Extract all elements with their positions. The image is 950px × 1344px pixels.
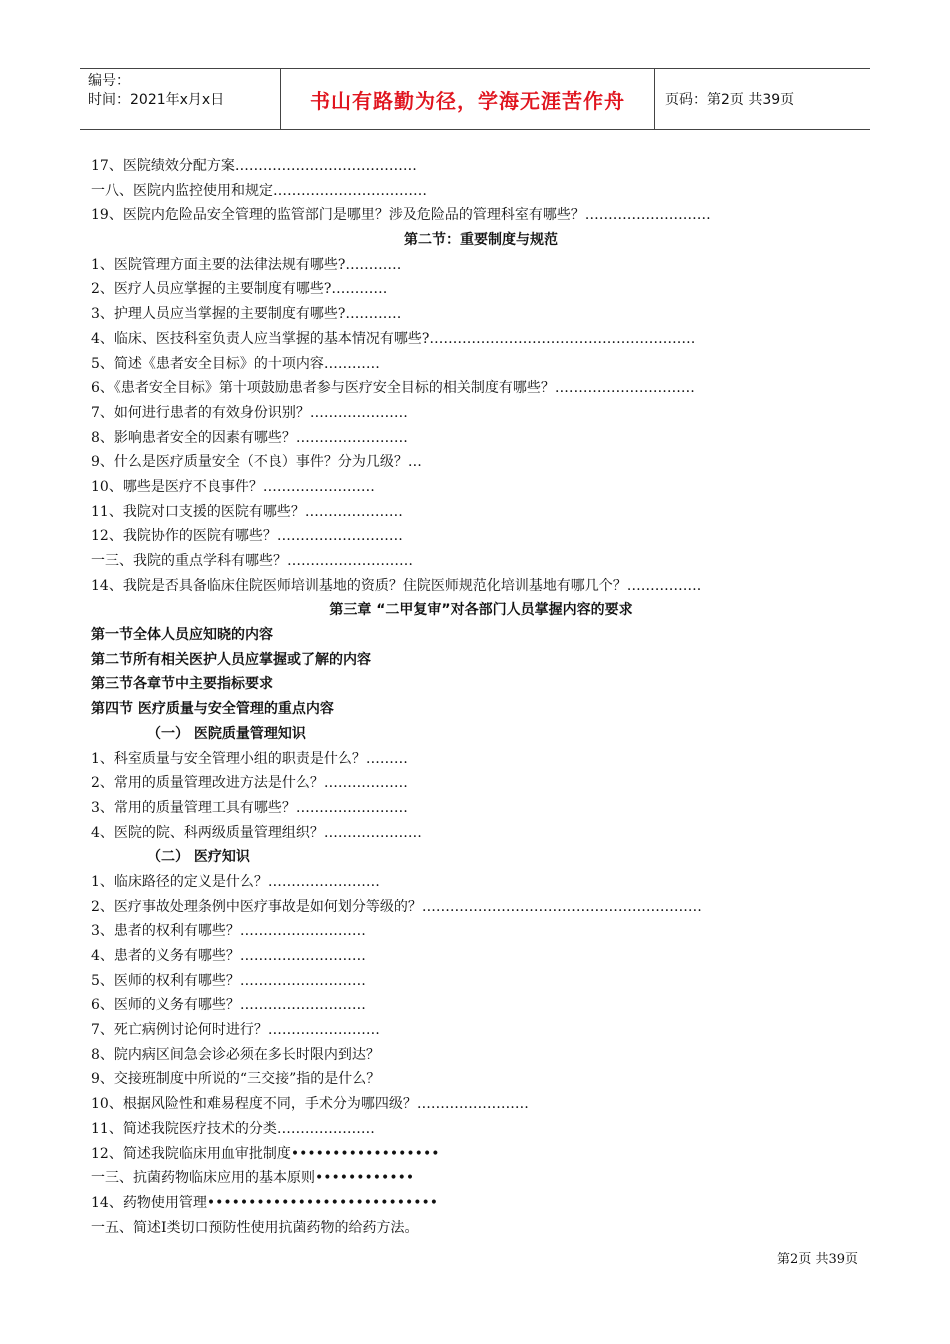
list-item: 10、根据风险性和难易程度不同，手术分为哪四级？…………………… — [91, 1096, 529, 1113]
list-item: 9、交接班制度中所说的“三交接”指的是什么？ — [91, 1071, 381, 1088]
list-item: 6、《患者安全目标》第十项鼓励患者参与医疗安全目标的相关制度有哪些？………………………… — [91, 380, 695, 397]
list-item: 12、我院协作的医院有哪些？……………………… — [91, 528, 403, 545]
list-item: 14、我院是否具备临床住院医师培训基地的资质？住院医师规范化培训基地有哪几个？……………. — [91, 577, 702, 594]
list-item: 6、医师的义务有哪些？……………………… — [91, 997, 366, 1014]
list-item: 一三、抗菌药物临床应用的基本原则•••••••••••• — [91, 1170, 415, 1187]
section-heading: 第二节所有相关医护人员应掌握或了解的内容 — [91, 651, 371, 668]
list-item: 4、临床、医技科室负责人应当掌握的基本情况有哪些?………………………………………………… — [91, 330, 696, 347]
list-item: 5、简述《患者安全目标》的十项内容………… — [91, 355, 380, 372]
section-heading: 第四节 医疗质量与安全管理的重点内容 — [91, 701, 334, 718]
section-heading: 第二节：重要制度与规范 — [404, 232, 558, 249]
header-meta — [80, 69, 281, 129]
list-item: 17、医院绩效分配方案………………………………… — [91, 158, 417, 174]
list-item: 2、医疗事故处理条例中医疗事故是如何划分等级的？…………………………………………………… — [91, 898, 702, 915]
section-heading: 第三节各章节中主要指标要求 — [91, 676, 273, 693]
page-footer: 第2页 共39页 — [777, 1252, 858, 1267]
chapter-heading: 第三章 “二甲复审”对各部门人员掌握内容的要求 — [329, 602, 633, 619]
header-motto: 书山有路勤为径，学海无涯苦作舟 — [281, 69, 655, 129]
list-item: 9、什么是医疗质量安全（不良）事件？分为几级？… — [91, 454, 422, 471]
number-label: 编号： — [88, 73, 130, 89]
list-item: 2、医疗人员应掌握的主要制度有哪些?………… — [91, 281, 388, 298]
list-item: 3、护理人员应当掌握的主要制度有哪些?………… — [91, 306, 402, 323]
section-heading: 第一节全体人员应知晓的内容 — [91, 627, 273, 644]
list-item: 7、如何进行患者的有效身份识别？………………… — [91, 404, 408, 421]
list-item: 2、常用的质量管理改进方法是什么？……………… — [91, 775, 408, 792]
list-item: 5、医师的权利有哪些？……………………… — [91, 972, 366, 989]
list-item: 3、常用的质量管理工具有哪些？…………………… — [91, 799, 408, 816]
list-item: 4、患者的义务有哪些？……………………… — [91, 948, 366, 964]
list-item: 一三、我院的重点学科有哪些？……………………… — [91, 553, 413, 569]
list-item: 一八、医院内监控使用和规定…………………………… — [91, 182, 427, 199]
document-body — [91, 154, 871, 1240]
list-item: 8、影响患者安全的因素有哪些？…………………… — [91, 429, 408, 446]
list-item: 12、简述我院临床用血审批制度•••••••••••••••••• — [91, 1145, 440, 1162]
list-item: 11、简述我院医疗技术的分类………………… — [91, 1120, 375, 1137]
list-item: 10、哪些是医疗不良事件？…………………… — [91, 478, 375, 495]
page-header — [80, 68, 870, 130]
header-page-info: 页码：第2页 共39页 — [665, 92, 795, 108]
list-item: 1、临床路径的定义是什么？…………………… — [91, 873, 380, 890]
list-item: 19、医院内危险品安全管理的监管部门是哪里？涉及危险品的管理科室有哪些？……………………… — [91, 207, 711, 224]
list-item: 4、医院的院、科两级质量管理组织？………………… — [91, 824, 422, 841]
list-item: 8、院内病区间急会诊必须在多长时限内到达？ — [91, 1046, 380, 1063]
subsection-heading: （二） 医疗知识 — [147, 849, 250, 866]
list-item: 一五、简述Ⅰ类切口预防性使用抗菌药物的给药方法。 — [91, 1219, 419, 1236]
list-item: 14、药物使用管理•••••••••••••••••••••••••••• — [91, 1194, 439, 1211]
time-label: 时间：2021年x月x日 — [88, 92, 225, 108]
list-item: 7、死亡病例讨论何时进行？…………………… — [91, 1022, 380, 1039]
list-item: 1、医院管理方面主要的法律法规有哪些?………… — [91, 256, 402, 273]
subsection-heading: （一） 医院质量管理知识 — [147, 725, 306, 742]
list-item: 3、患者的权利有哪些？……………………… — [91, 923, 366, 940]
list-item: 11、我院对口支援的医院有哪些？………………… — [91, 503, 403, 520]
list-item: 1、科室质量与安全管理小组的职责是什么？……… — [91, 750, 408, 767]
